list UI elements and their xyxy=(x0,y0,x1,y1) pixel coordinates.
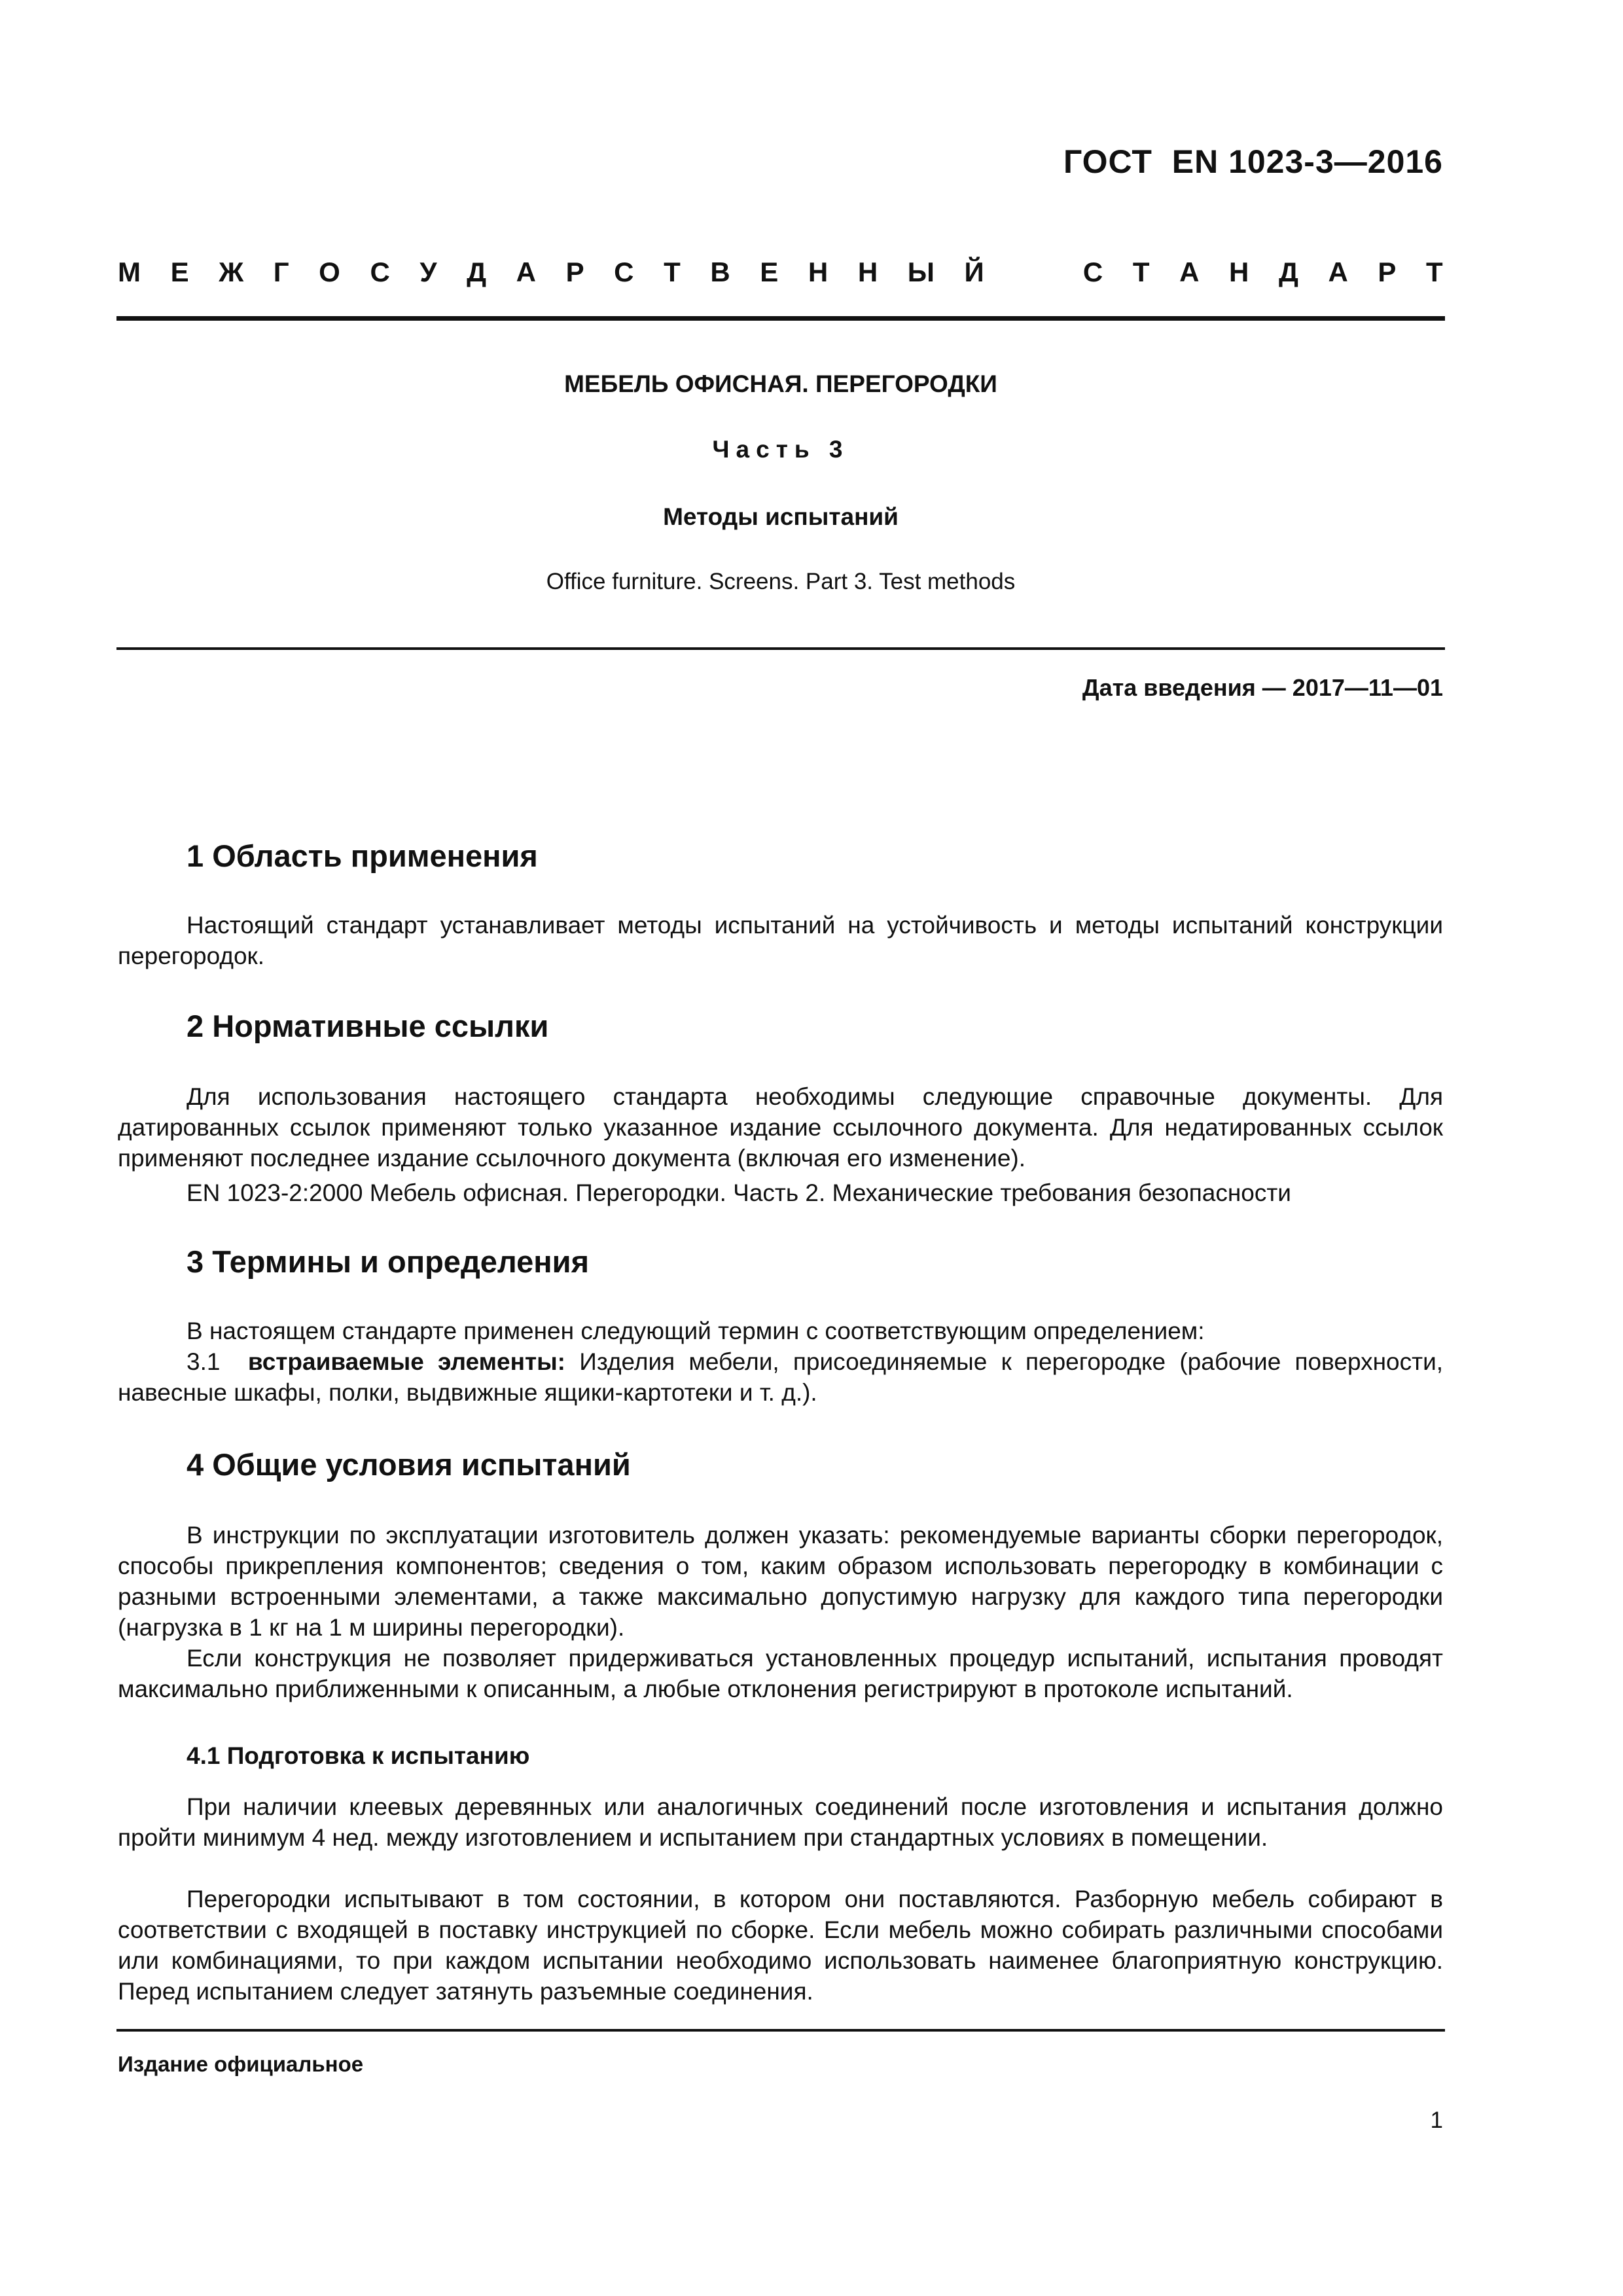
term-definition-text: Изделия мебели, присоединяемые к перегородке (рабочие поверхности, навесные шкафы, полки, выдвижные ящики-картотеки и т. д.). xyxy=(118,1348,1444,1406)
banner-letter: Ы xyxy=(907,257,935,287)
section-4-1-paragraph-2: Перегородки испытывают в том состоянии, в котором они поставляются. Разборную мебель собирают в соответствии с входящей в поставку инструкцией по сборке. Если мебель можно собирать различными способами или комбинациями, то при каждом испытании необходимо использовать наименее благоприятную конструкцию. Перед испытанием следует затянуть разъемные соединения. xyxy=(118,1886,1443,2005)
banner-letter: Т xyxy=(1426,257,1443,287)
banner-letter: Т xyxy=(1132,257,1150,287)
banner-letter: А xyxy=(1328,257,1348,287)
section-4-paragraph-2: Если конструкция не позволяет придерживаться установленных процедур испытаний, испытания проводят максимально приближенными к описанным, а любые отклонения регистрируют в протоколе испытаний. xyxy=(118,1645,1443,1702)
banner-letter: Р xyxy=(565,257,584,287)
banner-letter: Е xyxy=(760,257,779,287)
section-1-paragraph: Настоящий стандарт устанавливает методы испытаний на устойчивость и методы испытаний конструкции перегородок. xyxy=(118,912,1443,969)
banner-letter: Й xyxy=(964,257,984,287)
banner-word-gap xyxy=(1014,257,1053,288)
standard-subtitle: Методы испытаний xyxy=(663,503,899,530)
section-1-heading: 1 Область применения xyxy=(187,838,538,873)
banner-letter: Н xyxy=(1229,257,1249,287)
section-2-paragraph-1: Для использования настоящего стандарта необходимы следующие справочные документы. Для датированных ссылок применяют только указанное издание ссылочного документа. Для недатированных ссылок применяют последнее издание ссылочного документа (включая его изменение). xyxy=(118,1083,1443,1172)
banner-letter: Д xyxy=(467,257,487,287)
page-number: 1 xyxy=(1430,2108,1443,2133)
section-4-heading: 4 Общие условия испытаний xyxy=(187,1447,631,1482)
banner-letter: А xyxy=(516,257,536,287)
banner-letter: В xyxy=(710,257,730,287)
banner-letter: А xyxy=(1179,257,1200,287)
official-edition-label: Издание официальное xyxy=(118,2052,364,2076)
banner-letter: Р xyxy=(1378,257,1397,287)
banner-letter: Н xyxy=(808,257,829,287)
banner-letter: Е xyxy=(170,257,189,287)
section-3-heading: 3 Термины и определения xyxy=(187,1244,589,1279)
header-rule xyxy=(116,316,1445,321)
banner-letter: Ж xyxy=(219,257,244,287)
footer-rule xyxy=(116,2029,1445,2032)
banner-letter: Д xyxy=(1278,257,1298,287)
banner-letter: Г xyxy=(273,257,289,287)
banner-letter: С xyxy=(370,257,390,287)
banner-letter: С xyxy=(1082,257,1103,287)
subsection-4-1-heading: 4.1 Подготовка к испытанию xyxy=(187,1742,530,1769)
term-definition xyxy=(118,1346,1443,1408)
term-number: 3.1 xyxy=(187,1348,221,1375)
effective-date: Дата введения — 2017—11—01 xyxy=(1082,674,1443,701)
english-title: Office furniture. Screens. Part 3. Test methods xyxy=(546,569,1016,594)
standard-title: МЕБЕЛЬ ОФИСНАЯ. ПЕРЕГОРОДКИ xyxy=(564,370,997,397)
section-4-1-paragraph-1: При наличии клеевых деревянных или аналогичных соединений после изготовления и испытания должно пройти минимум 4 нед. между изготовлением и испытанием при стандартных условиях в помещении. xyxy=(118,1793,1443,1851)
title-rule xyxy=(116,647,1445,650)
section-3-paragraph: В настоящем стандарте применен следующий термин с соответствующим определением: xyxy=(187,1318,1205,1344)
document-number: ГОСТ EN 1023-3—2016 xyxy=(1063,143,1443,180)
interstate-standard-banner xyxy=(118,257,1443,288)
section-2-heading: 2 Нормативные ссылки xyxy=(187,1009,549,1043)
banner-letter: М xyxy=(118,257,141,287)
term-name: встраиваемые элементы: xyxy=(247,1348,565,1375)
banner-letter: Т xyxy=(664,257,681,287)
banner-letter: О xyxy=(319,257,340,287)
banner-letter: С xyxy=(614,257,634,287)
banner-letter: У xyxy=(419,257,437,287)
banner-letter: Н xyxy=(857,257,878,287)
standard-part: Часть 3 xyxy=(712,436,849,463)
section-2-reference: EN 1023-2:2000 Мебель офисная. Перегородки. Часть 2. Механические требования безопасности xyxy=(187,1179,1291,1206)
section-4-paragraph-1: В инструкции по эксплуатации изготовитель должен указать: рекомендуемые варианты сборки перегородок, способы прикрепления компонентов; сведения о том, каким образом использовать перегородку в комбинации с разными встроенными элементами, а также максимально допустимую нагрузку для каждого типа перегородки (нагрузка в 1 кг на 1 м ширины перегородки). xyxy=(118,1522,1443,1641)
